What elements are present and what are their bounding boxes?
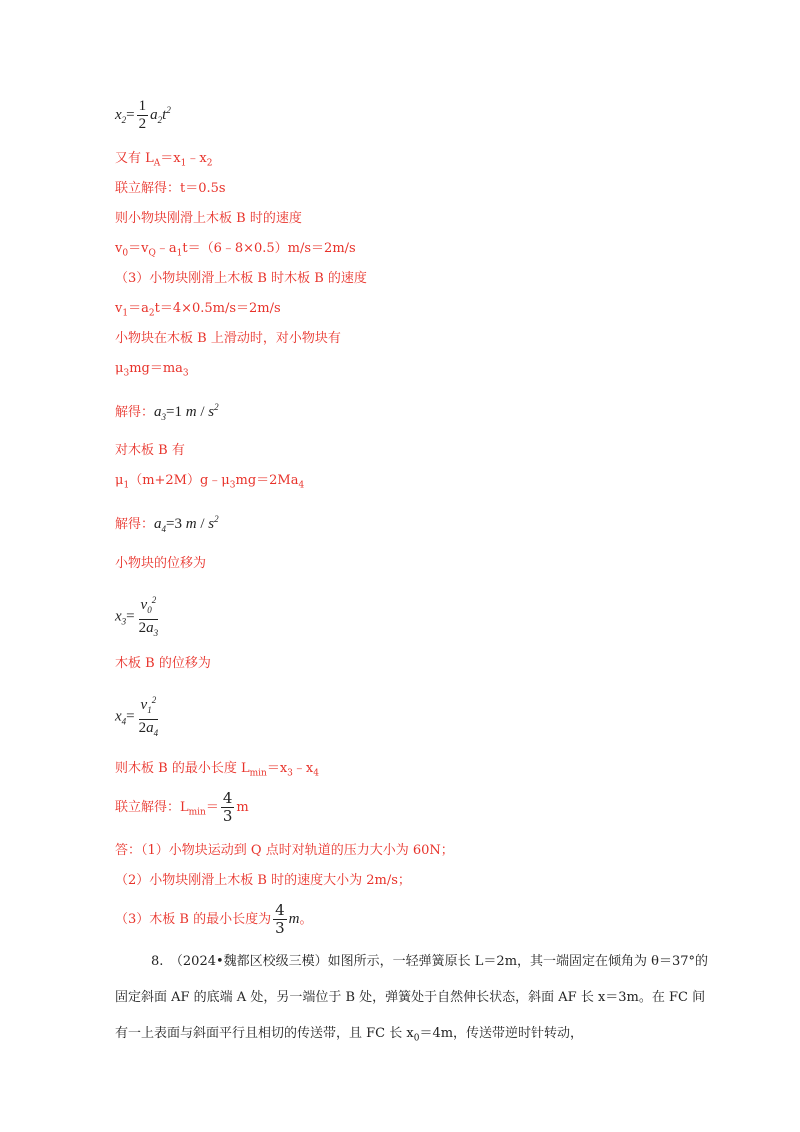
line-a3: 解得：$a_3=1$ m / $s^2$ <box>115 402 219 422</box>
line-lmin-result: 联立解得：$L_{min}=$ $\frac{4}{3}$ m <box>115 789 249 825</box>
line-part3: （3）小物块刚滑上木板 B 时木板 B 的速度 <box>115 271 367 286</box>
eq-x4: $x_4=$ $\frac{v_1^2}{2a_4}$ <box>115 692 162 742</box>
fraction-half: $\frac{1}{2}$ <box>138 98 147 132</box>
line-velocity-intro: 则小物块刚滑上木板 B 时的速度 <box>115 211 302 226</box>
eq-x2: $x_2=$ $\frac{1}{2}$ $a_2t^2$ <box>115 98 171 132</box>
answer-1: 答：（1）小物块运动到 Q 点时对轨道的压力大小为 60N； <box>115 843 454 858</box>
line-block-displacement: 小物块的位移为 <box>115 556 207 571</box>
eq-x3: $x_3=$ $\frac{v_0^2}{2a_3}$ <box>115 592 162 642</box>
line-a4: 解得：$a_4=3$ m / $s^2$ <box>115 514 219 534</box>
line-board-displacement: 木板 B 的位移为 <box>115 656 211 671</box>
answer-2: （2）小物块刚滑上木板 B 时的速度大小为 2m/s； <box>115 873 411 888</box>
line-block-on-b: 小物块在木板 B 上滑动时，对小物块有 <box>115 331 341 346</box>
line-mu3: $\mu_3mg=ma_3$ <box>115 361 189 379</box>
line-solve-t: 联立解得：t＝0.5s <box>115 181 226 196</box>
line-mu1: $\mu_1(m+2M)g﹣\mu_3mg=2Ma_4$ <box>115 473 305 491</box>
line-la: 又有 $L_A=x_1﹣x_2$ <box>115 151 213 169</box>
line-v0: $v_0=v_Q﹣a_1t=(6﹣8\times 0.5)m/s=2m/s$ <box>115 241 356 259</box>
line-lmin: 则木板 B 的最小长度 $L_{min}=x_3﹣x_4$ <box>115 761 319 779</box>
answer-3: （3）木板 B 的最小长度为 $\frac{4}{3}$ m。 <box>115 901 313 937</box>
line-board-b: 对木板 B 有 <box>115 443 185 458</box>
problem-8-text: 8. （2024•魏都区校级三模）如图所示，一轻弹簧原长 L＝2m，其一端固定在倾角为 θ＝37°的固定斜面 AF 的底端 A 处，另一端位于 B 处，弹簧处于自然伸长状态，斜面 AF 长 x＝3m。在 FC 间有一上表面与斜面平行且相切的传送带，且 FC 长 $x_0=4m$，传送带逆时针转动， <box>115 954 709 1044</box>
line-v1: $v_1=a_2t=4\times 0.5m/s=2m/s$ <box>115 301 281 319</box>
